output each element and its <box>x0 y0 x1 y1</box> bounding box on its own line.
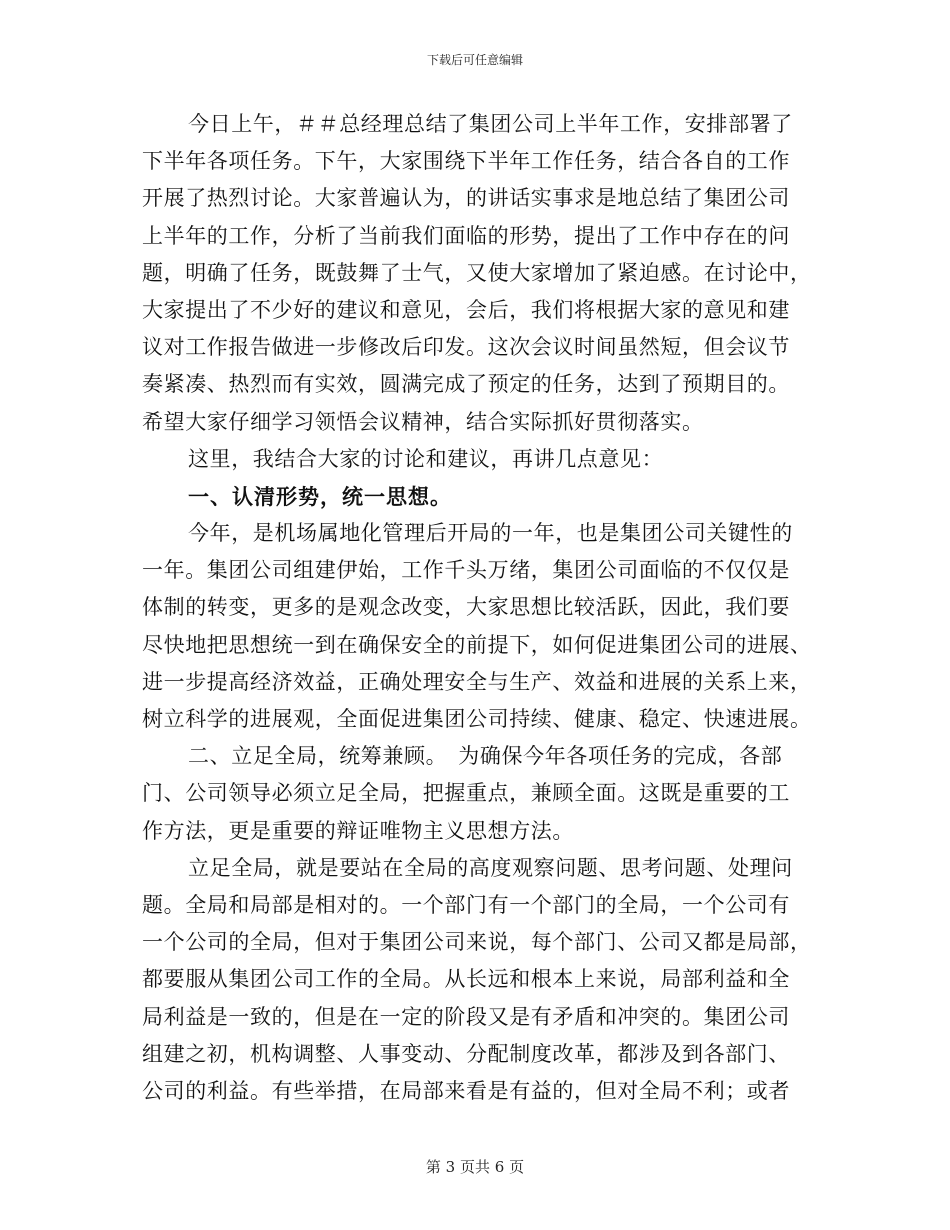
text-line: 立足全局，就是要站在全局的高度观察问题、思考问题、处理问 <box>188 855 793 880</box>
text-line: 这里，我结合大家的讨论和建议，再讲几点意见： <box>188 446 664 471</box>
document-body <box>142 106 812 1110</box>
text-line: 题，明确了任务，既鼓舞了士气，又使大家增加了紧迫感。在讨论中， <box>142 260 812 285</box>
text-line: 体制的转变，更多的是观念改变，大家思想比较活跃，因此，我们要 <box>142 595 790 620</box>
text-line: 上半年的工作，分析了当前我们面临的形势，提出了工作中存在的问 <box>142 223 790 248</box>
text-line: 都要服从集团公司工作的全局。从长远和根本上来说，局部利益和全 <box>142 967 790 992</box>
page-footer: 第 3 页共 6 页 <box>425 1158 525 1176</box>
text-line: 一年。集团公司组建伊始，工作千头万绪，集团公司面临的不仅仅是 <box>142 558 790 583</box>
page-header: 下载后可任意编辑 <box>426 53 523 67</box>
text-line: 奏紧凑、热烈而有实效，圆满完成了预定的任务，达到了预期目的。 <box>142 372 790 397</box>
text-line: 二、立足全局，统筹兼顾。 为确保今年各项任务的完成，各部 <box>188 744 783 769</box>
text-line: 门、公司领导必须立足全局，把握重点，兼顾全面。这既是重要的工 <box>142 781 790 806</box>
text-line: 题。全局和局部是相对的。一个部门有一个部门的全局，一个公司有 <box>142 892 790 917</box>
text-line: 一个公司的全局，但对于集团公司来说，每个部门、公司又都是局部， <box>142 930 812 955</box>
text-line: 今日上午，＃＃总经理总结了集团公司上半年工作，安排部署了 <box>188 112 793 136</box>
text-line: 进一步提高经济效益，正确处理安全与生产、效益和进展的关系上来， <box>142 669 812 694</box>
section-heading: 一、认清形势，统一思想。 <box>188 483 452 509</box>
text-line: 组建之初，机构调整、人事变动、分配制度改革，都涉及到各部门、 <box>142 1041 790 1066</box>
text-line: 希望大家仔细学习领悟会议精神，结合实际抓好贯彻落实。 <box>142 409 704 434</box>
text-line: 下半年各项任务。下午，大家围绕下半年工作任务，结合各自的工作 <box>142 149 790 174</box>
text-line: 议对工作报告做进一步修改后印发。这次会议时间虽然短，但会议节 <box>142 335 790 360</box>
text-line: 公司的利益。有些举措，在局部来看是有益的，但对全局不利；或者 <box>142 1078 790 1103</box>
text-line: 今年，是机场属地化管理后开局的一年，也是集团公司关键性的 <box>188 521 793 546</box>
text-line: 作方法，更是重要的辩证唯物主义思想方法。 <box>142 818 574 843</box>
text-line: 大家提出了不少好的建议和意见，会后，我们将根据大家的意见和建 <box>142 297 790 322</box>
text-line: 树立科学的进展观，全面促进集团公司持续、健康、稳定、快速进展。 <box>142 707 812 731</box>
text-line: 尽快地把思想统一到在确保安全的前提下，如何促进集团公司的进展、 <box>142 632 812 657</box>
text-line: 局利益是一致的，但是在一定的阶段又是有矛盾和冲突的。集团公司 <box>142 1004 790 1029</box>
text-line: 开展了热烈讨论。大家普遍认为，的讲话实事求是地总结了集团公司 <box>142 186 790 211</box>
